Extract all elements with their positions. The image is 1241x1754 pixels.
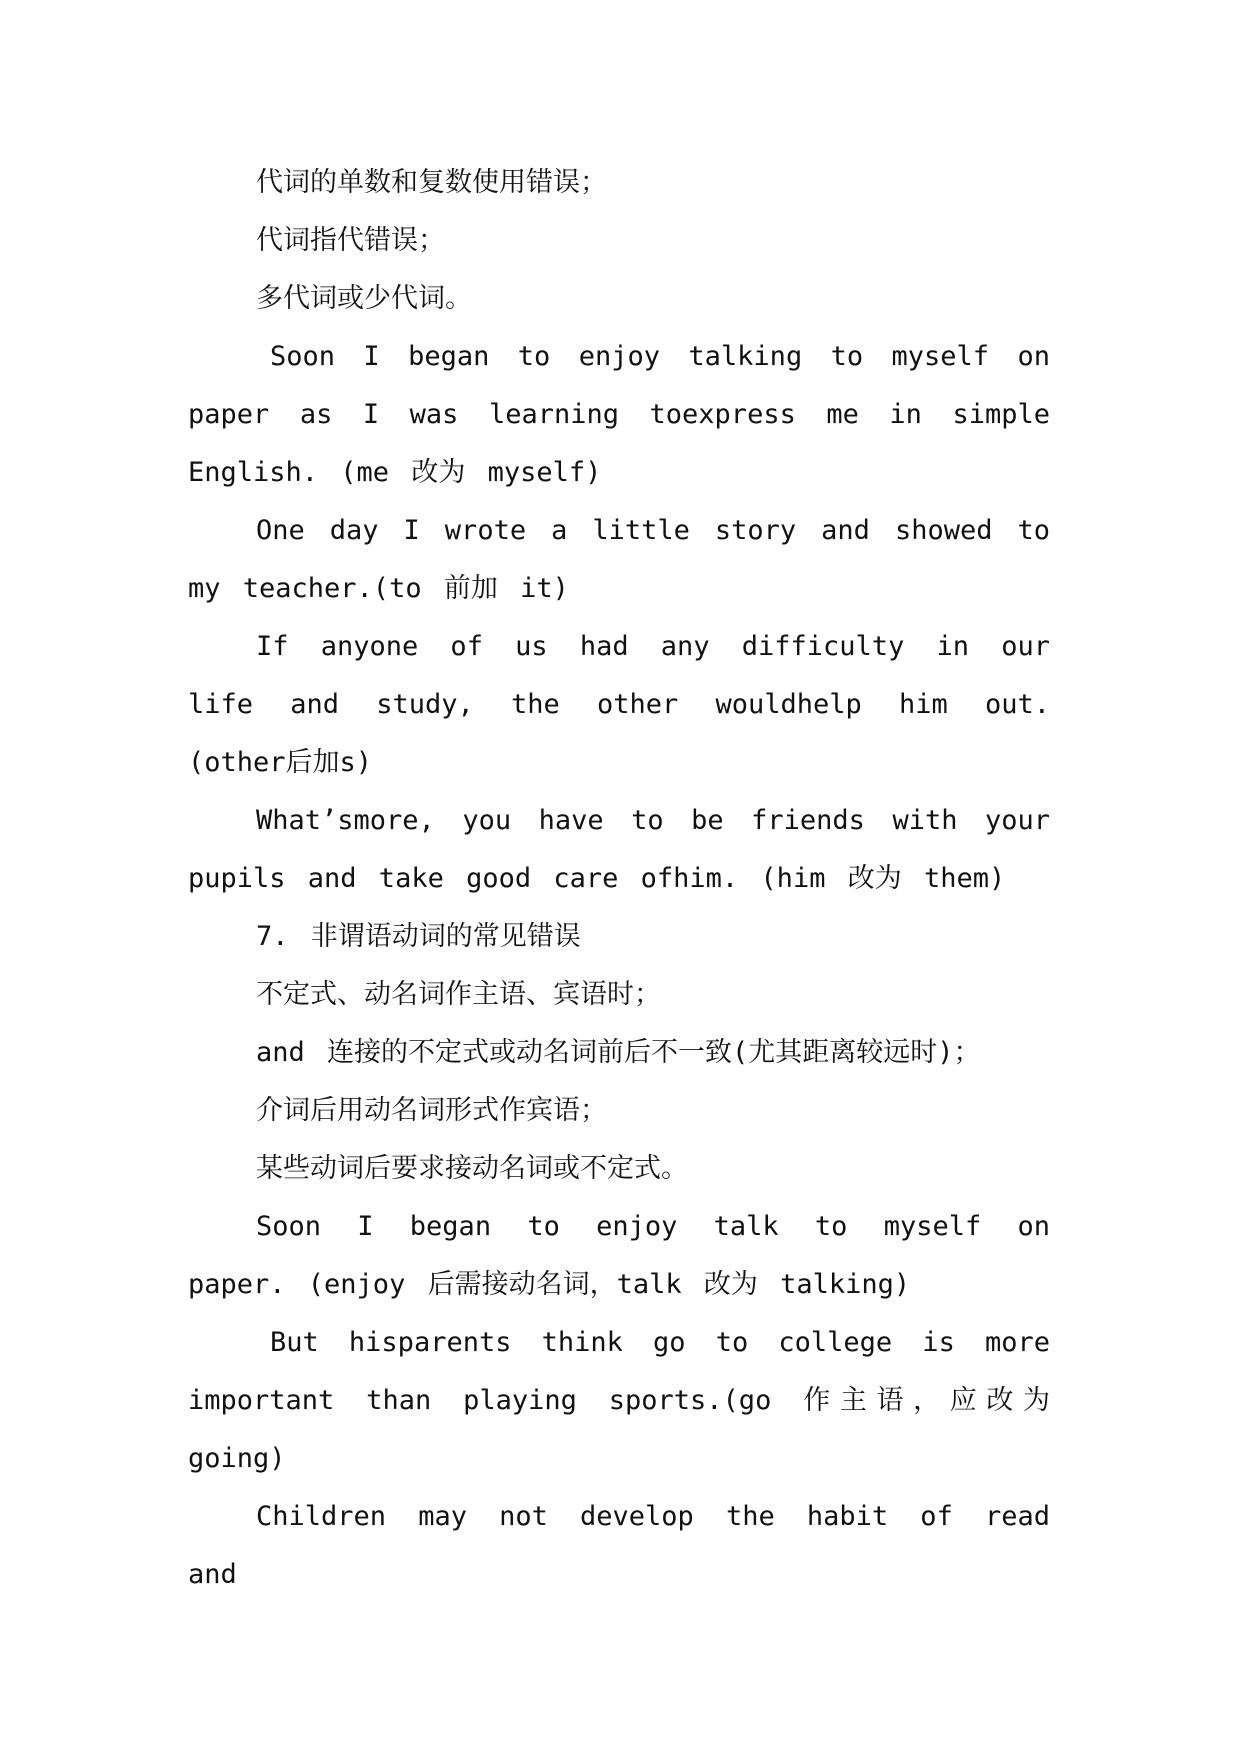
paragraph-example-reading-start: Children may not develop the habit of read and (188, 1501, 1050, 1590)
paragraph-example-talking: Soon I began to enjoy talk to myself on paper. (enjoy 后需接动名词，talk 改为 talking) (188, 1211, 1050, 1300)
paragraph-example-going: But hisparents think go to college is more important than playing sports.(go 作主语，应改为 going) (188, 1327, 1050, 1474)
paragraph-infinitive-gerund-subject-object: 不定式、动名词作主语、宾语时； (256, 979, 661, 1010)
document-body (188, 154, 1050, 1604)
paragraph-example-them: What’smore, you have to be friends with your pupils and take good care ofhim. (him 改为 them) (188, 805, 1050, 894)
paragraph-and-parallelism: and 连接的不定式或动名词前后不一致(尤其距离较远时)； (256, 1037, 981, 1068)
paragraph-gerund-after-preposition: 介词后用动名词形式作宾语； (256, 1095, 607, 1126)
section-heading-nonfinite-verbs: 7. 非谓语动词的常见错误 (256, 921, 581, 952)
paragraph-verbs-requiring-gerund-infinitive: 某些动词后要求接动名词或不定式。 (256, 1153, 688, 1184)
paragraph-example-others: If anyone of us had any difficulty in our life and study, the other wouldhelp him out. (other后加s) (188, 631, 1050, 778)
paragraph-pronoun-reference-errors: 代词指代错误； (256, 225, 445, 256)
paragraph-example-it: One day I wrote a little story and showed to my teacher.(to 前加 it) (188, 515, 1050, 604)
paragraph-extra-missing-pronoun: 多代词或少代词。 (256, 283, 472, 314)
paragraph-pronoun-number-errors: 代词的单数和复数使用错误； (256, 167, 607, 198)
paragraph-example-myself: Soon I began to enjoy talking to myself on paper as I was learning toexpress me in simple English. (me 改为 myself) (188, 341, 1050, 488)
